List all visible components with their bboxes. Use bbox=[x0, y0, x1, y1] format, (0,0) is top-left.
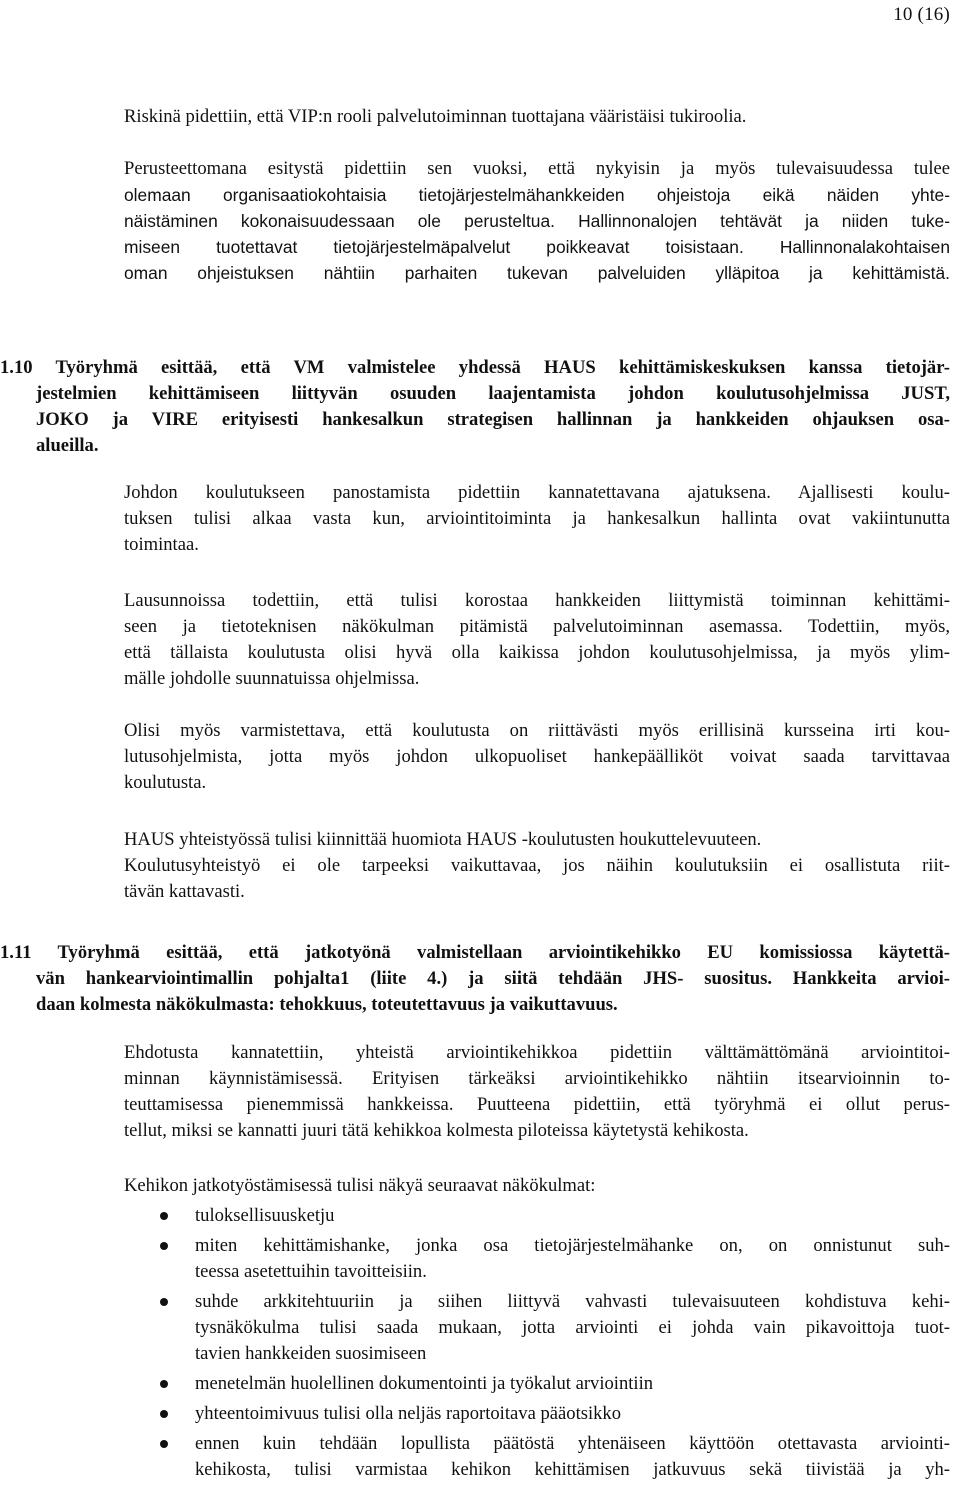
heading-line: 1.11 Työryhmä esittää, että jatkotyönä valmistellaan arviointikehikko EU komissiossa käytettä- bbox=[0, 942, 950, 963]
page-number: 10 (16) bbox=[893, 4, 950, 25]
paragraph-training bbox=[124, 480, 950, 558]
section-heading-1-10 bbox=[0, 355, 950, 459]
bullet-icon bbox=[160, 1410, 168, 1418]
heading-line: jestelmien kehittämiseen liittyvän osuuden laajentamista johdon koulutusohjelmissa JUST, bbox=[36, 383, 950, 404]
text-line: Riskinä pidettiin, että VIP:n rooli palvelutoiminnan tuottajana vääristäisi tukiroolia. bbox=[124, 106, 747, 127]
text-line: tävän kattavasti. bbox=[124, 881, 245, 902]
text-line: seen ja tietoteknisen näkökulman pitämistä palvelutoiminnan asemassa. Todettiin, myös, bbox=[124, 616, 950, 637]
text-line: Koulutusyhteistyö ei ole tarpeeksi vaikuttavaa, jos näihin koulutuksiin ei osallistuta riit- bbox=[124, 855, 950, 876]
text-line: lutusohjelmista, jotta myös johdon ulkopuoliset hankepäälliköt voivat saada tarvittavaa bbox=[124, 746, 950, 767]
paragraph-justification bbox=[124, 156, 950, 286]
text-line: oman ohjeistuksen nähtiin parhaiten tukevan palveluiden ylläpitoa ja kehittämistä. bbox=[124, 263, 950, 283]
heading-line: 1.10 Työryhmä esittää, että VM valmistelee yhdessä HAUS kehittämiskeskuksen kanssa tietojär- bbox=[0, 357, 950, 378]
text-line: yhteentoimivuus tulisi olla neljäs raportoitava pääotsikko bbox=[195, 1403, 622, 1424]
text-line: minnan käynnistämisessä. Erityisen tärkeäksi arviointikehikko nähtiin itsearvioinnin to- bbox=[124, 1068, 950, 1089]
text-line: ennen kuin tehdään lopullista päätöstä yhtenäiseen käyttöön otettavasta arviointi- bbox=[195, 1433, 950, 1454]
heading-line: alueilla. bbox=[36, 435, 99, 456]
bullet-icon bbox=[160, 1242, 168, 1250]
text-line: miseen tuotettavat tietojärjestelmäpalvelut poikkeavat toisistaan. Hallinnonalakohtaisen bbox=[124, 237, 950, 257]
list-item bbox=[124, 1371, 950, 1397]
text-line: olemaan organisaatiokohtaisia tietojärjestelmähankkeiden ohjeistoja eikä näiden yhte- bbox=[124, 185, 950, 205]
list-item bbox=[124, 1233, 950, 1285]
text-line: mälle johdolle suunnatuissa ohjelmissa. bbox=[124, 668, 420, 689]
text-line: Johdon koulutukseen panostamista pidettiin kannatettavana ajatuksena. Ajallisesti koulu- bbox=[124, 482, 950, 503]
text-line: miten kehittämishanke, jonka osa tietojärjestelmähanke on, on onnistunut suh- bbox=[195, 1235, 950, 1256]
text-line: teessa asetettuihin tavoitteisiin. bbox=[195, 1261, 427, 1282]
text-line: HAUS yhteistyössä tulisi kiinnittää huomiota HAUS -koulutusten houkuttelevuuteen. bbox=[124, 829, 762, 850]
bullet-icon bbox=[160, 1380, 168, 1388]
text-line: Lausunnoissa todettiin, että tulisi korostaa hankkeiden liittymistä toiminnan kehittämi- bbox=[124, 590, 950, 611]
text-line: näistäminen kokonaisuudessaan ole perusteltua. Hallinnonalojen tehtävät ja niiden tuke- bbox=[124, 211, 950, 231]
text-line: kehikosta, tulisi varmistaa kehikon kehittämisen jatkuvuus sekä tiivistää ja yh- bbox=[195, 1459, 950, 1480]
paragraph-haus bbox=[124, 827, 950, 905]
paragraph-risk bbox=[124, 104, 950, 130]
text-line: suhde arkkitehtuuriin ja siihen liittyvä vahvasti tulevaisuuteen kohdistuva kehi- bbox=[195, 1291, 950, 1312]
text-line: Perusteettomana esitystä pidettiin sen vuoksi, että nykyisin ja myös tulevaisuudessa tulee bbox=[124, 158, 950, 179]
list-item bbox=[124, 1431, 950, 1483]
heading-line: JOKO ja VIRE erityisesti hankesalkun strategisen hallinnan ja hankkeiden ohjauksen osa- bbox=[36, 409, 950, 430]
bullet-list bbox=[124, 1203, 950, 1487]
text-line: tuloksellisuusketju bbox=[195, 1205, 335, 1226]
text-line: teuttamisessa pienemmissä hankkeissa. Puutteena pidettiin, että työryhmä ei ollut perus- bbox=[124, 1094, 950, 1115]
paragraph-statements bbox=[124, 588, 950, 692]
list-item bbox=[124, 1289, 950, 1367]
bullet-icon bbox=[160, 1440, 168, 1448]
text-line: menetelmän huolellinen dokumentointi ja työkalut arviointiin bbox=[195, 1373, 654, 1394]
paragraph-courses bbox=[124, 718, 950, 796]
paragraph-proposal bbox=[124, 1040, 950, 1144]
bullet-icon bbox=[160, 1298, 168, 1306]
list-item bbox=[124, 1401, 950, 1427]
bullet-icon bbox=[160, 1212, 168, 1220]
text-line: että tällaista koulutusta olisi hyvä olla kaikissa johdon koulutusohjelmissa, ja myös ylim- bbox=[124, 642, 950, 663]
heading-line: vän hankearviointimallin pohjalta1 (liite 4.) ja siitä tehdään JHS- suositus. Hankkeita arvioi- bbox=[36, 968, 950, 989]
text-line: tellut, miksi se kannatti juuri tätä kehikkoa kolmesta piloteissa käytetystä kehikosta. bbox=[124, 1120, 749, 1141]
text-line: Kehikon jatkotyöstämisessä tulisi näkyä seuraavat näkökulmat: bbox=[124, 1175, 596, 1196]
text-line: Olisi myös varmistettava, että koulutusta on riittävästi myös erillisinä kursseina irti kou- bbox=[124, 720, 950, 741]
text-line: tuksen tulisi alkaa vasta kun, arviointitoiminta ja hankesalkun hallinta ovat vakiintunutta bbox=[124, 508, 950, 529]
section-heading-1-11 bbox=[0, 940, 950, 1018]
paragraph-framework-intro bbox=[124, 1173, 950, 1199]
text-line: Ehdotusta kannatettiin, yhteistä arviointikehikkoa pidettiin välttämättömänä arviointitoi- bbox=[124, 1042, 950, 1063]
text-line: toimintaa. bbox=[124, 534, 199, 555]
heading-line: daan kolmesta näkökulmasta: tehokkuus, toteutettavuus ja vaikuttavuus. bbox=[36, 994, 618, 1015]
text-line: tavien hankkeiden suosimiseen bbox=[195, 1343, 427, 1364]
text-line: tysnäkökulma tulisi saada mukaan, jotta arviointi ei johda vain pikavoittoja tuot- bbox=[195, 1317, 950, 1338]
text-line: koulutusta. bbox=[124, 772, 207, 793]
list-item bbox=[124, 1203, 950, 1229]
